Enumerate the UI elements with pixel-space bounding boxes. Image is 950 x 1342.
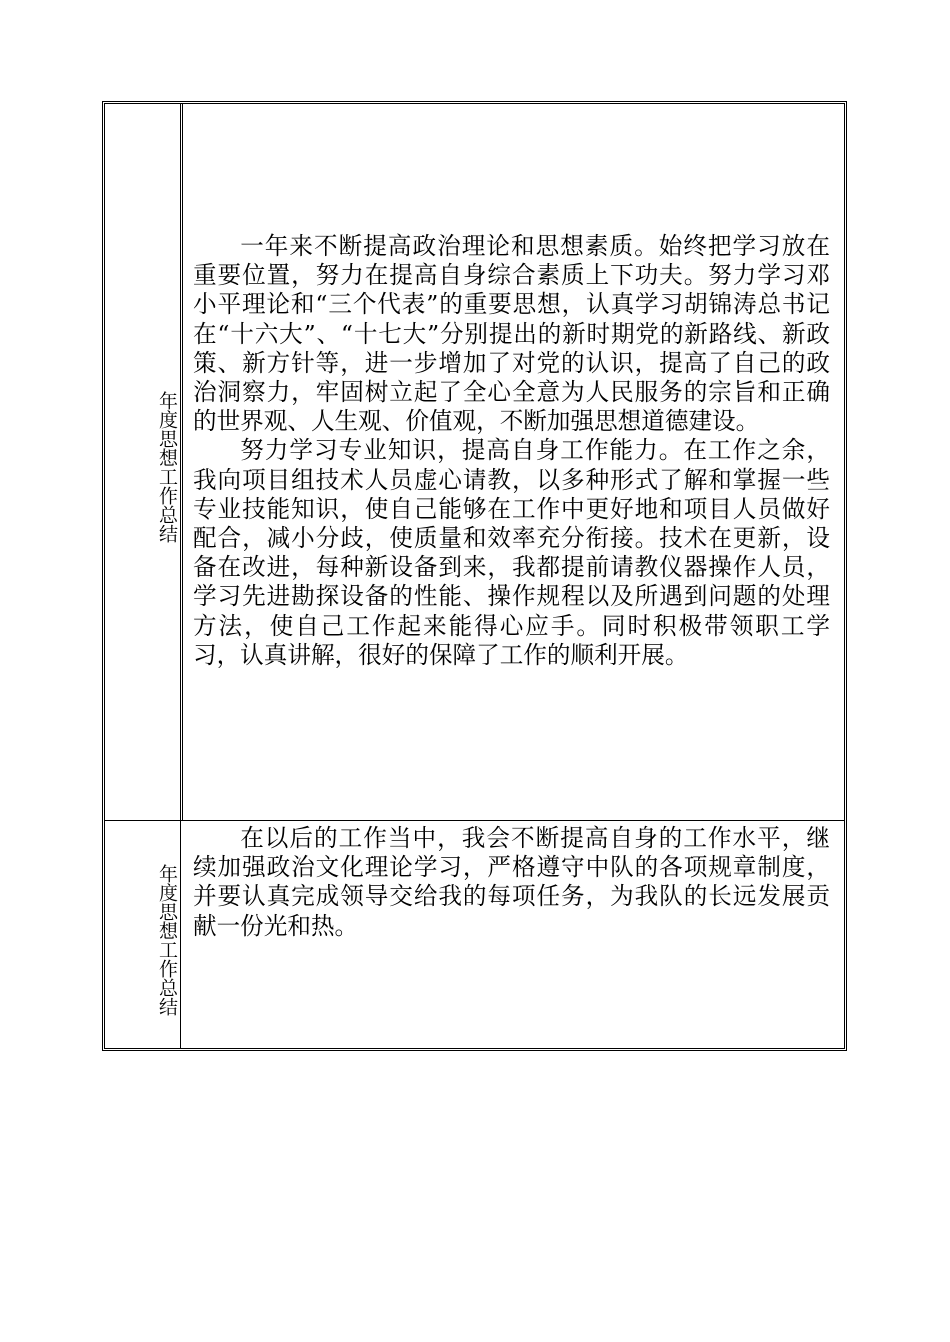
row-label: 年度思想工作总结	[156, 391, 178, 543]
row-label-cell	[105, 821, 181, 1048]
row-label: 年度思想工作总结	[156, 864, 178, 1016]
row-content-cell	[185, 821, 838, 1048]
table-row	[105, 104, 844, 821]
table-row	[105, 821, 844, 1048]
row-content-cell	[185, 104, 838, 820]
paragraph: 努力学习专业知识，提高自身工作能力。在工作之余，我向项目组技术人员虚心请教，以多种形式了解和掌握一些专业技能知识，使自己能够在工作中更好地和项目人员做好配合，减小分歧，使质量和效率充分衔接。技术在更新，设备在改进，每种新设备到来，我都提前请教仪器操作人员，学习先进勘探设备的性能、操作规程以及所遇到问题的处理方法，使自己工作起来能得心应手。同时积极带领职工学习，认真讲解，很好的保障了工作的顺利开展。	[193, 436, 830, 669]
row-label-cell	[105, 104, 183, 820]
paragraph: 一年来不断提高政治理论和思想素质。始终把学习放在重要位置，努力在提高自身综合素质上下功夫。努力学习邓小平理论和“三个代表”的重要思想，认真学习胡锦涛总书记在“十六大”、“十七大”分别提出的新时期党的新路线、新政策、新方针等，进一步增加了对党的认识，提高了自己的政治洞察力，牢固树立起了全心全意为人民服务的宗旨和正确的世界观、人生观、价值观，不断加强思想道德建设。	[193, 232, 830, 436]
paragraph: 在以后的工作当中，我会不断提高自身的工作水平，继续加强政治文化理论学习，严格遵守中队的各项规章制度，并要认真完成领导交给我的每项任务，为我队的长远发展贡献一份光和热。	[193, 824, 830, 940]
summary-form-table	[102, 101, 847, 1051]
